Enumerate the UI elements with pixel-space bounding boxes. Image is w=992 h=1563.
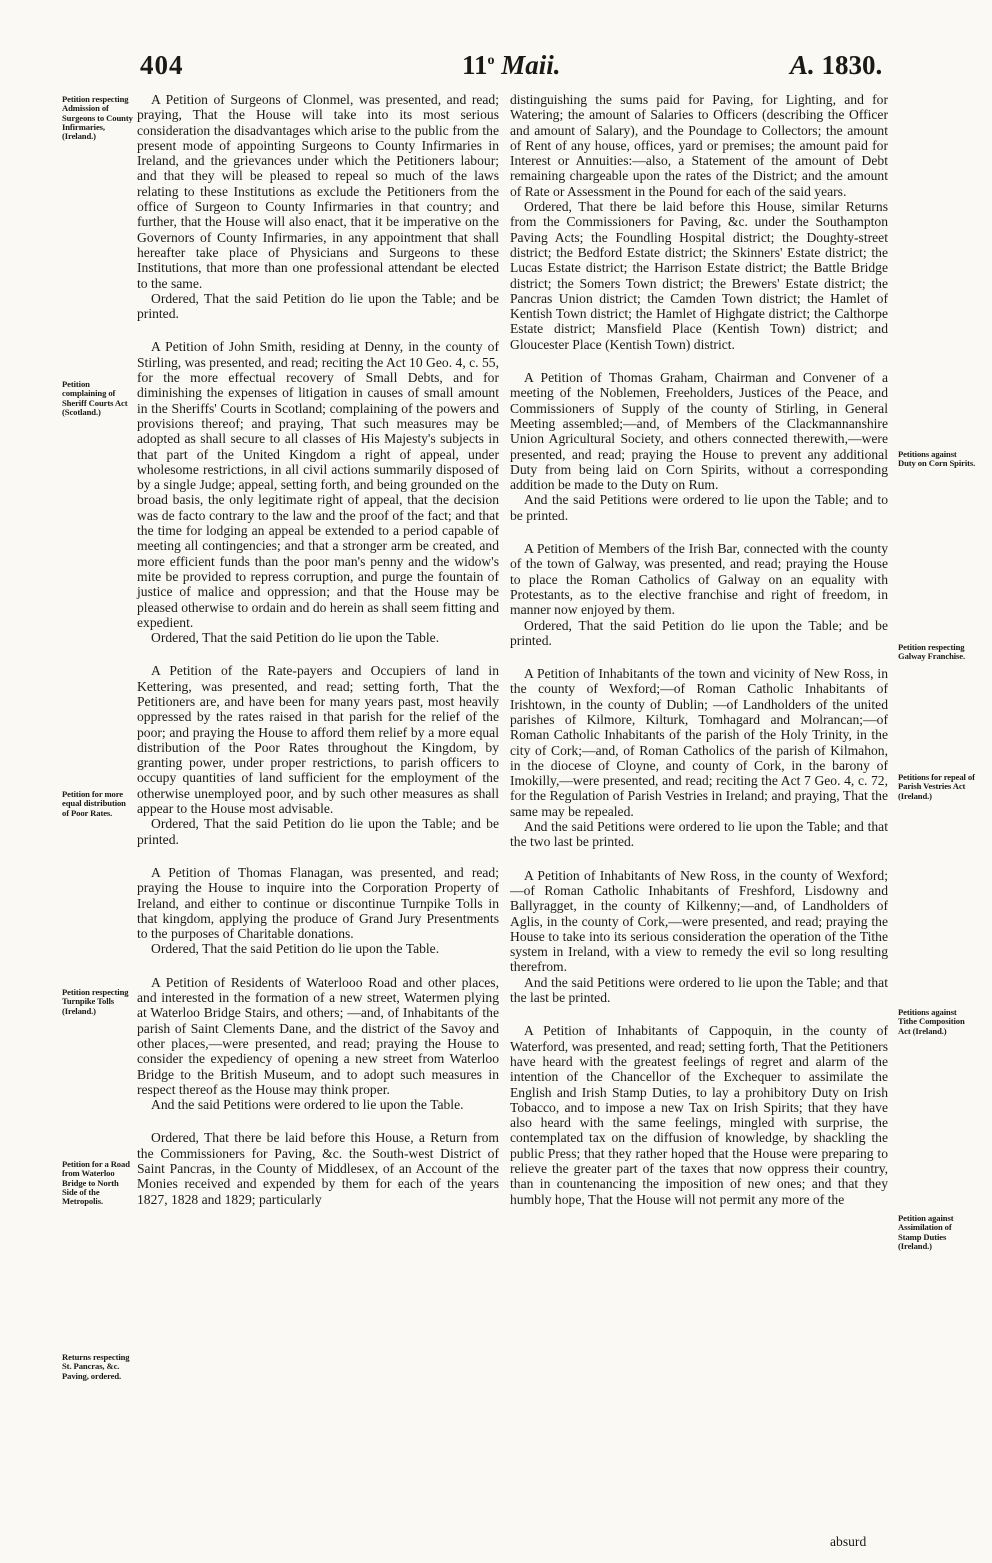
petition-kettering: A Petition of the Rate-payers and Occupiers of land in Kettering, was presented, and read; setting forth, That the Petitioners are, and have been for many years past, most heavily oppressed by the rates raised in that parish for the relief of the poor; and praying the House to afford them relief by a more equal distribution of the Poor Rates throughout the Kingdom, by granting power, under proper restrictions, to parish officers to occupy quantities of land sufficient for the employment of the otherwise unemployed poor, and by such other measures as shall appear to the House most advisable. xyxy=(137,663,499,817)
left-column xyxy=(137,92,499,1207)
petition-john-smith: A Petition of John Smith, residing at Denny, in the county of Stirling, was presented, and read; reciting the Act 10 Geo. 4, c. 55, for the more effectual recovery of Small Debts, and for diminishing the expenses of litigation in causes of small amount in the Sheriffs' Courts in Scotland; complaining of the powers and provisions thereof; and praying, That such measures may be adopted as shall secure to all classes of His Majesty's subjects in that part of the United Kingdom a right of appeal, under wholesome restrictions, in all civil actions summarily disposed of by a single Judge; appeal, setting forth, and being grounded on the broad basis, the only legitimate right of appeal, that the decision was de facto contrary to the law and the proof of the fact; and that the time for lodging an appeal be extended to a period capable of meeting all contingencies; and that a stronger arm be created, and more efficient funds than the poor man's penny and the widow's mite be provided to repress corruption, and purge the fountain of justice of malice and oppression; and that the House may be pleased otherwise to ordain and do herein as shall seem fitting and expedient. xyxy=(137,339,499,630)
order-returns-st-pancras: Ordered, That there be laid before this House, a Return from the Commissioners for Paving, &c. the South-west District of Saint Pancras, in the County of Middlesex, of an Account of the Monies received and expended by them for each of the years 1827, 1828 and 1829; particularly xyxy=(137,1130,499,1207)
order-kettering: Ordered, That the said Petition do lie upon the Table; and be printed. xyxy=(137,816,499,847)
page-number: 404 xyxy=(140,50,184,80)
margin-note-poor-rates: Petition for more equal distribution of Poor Rates. xyxy=(62,789,126,818)
date-numeral: 11 xyxy=(462,50,488,80)
order-waterloo: And the said Petitions were ordered to lie upon the Table. xyxy=(151,1097,464,1113)
order-tithe: And the said Petitions were ordered to lie upon the Table; and that the last be printed. xyxy=(510,974,888,1006)
margin-note-parish-vestries: Petitions for repeal of Parish Vestries Act (Ireland.) xyxy=(898,772,975,801)
page-date xyxy=(462,50,561,81)
petition-graham: A Petition of Thomas Graham, Chairman and Convener of a meeting of the Noblemen, Freeholders, Justices of the Peace, and Commissioners of Supply of the county of Stirling, in General Meeting assembled;—and, of Members of the Clackmannanshire Union Agricultural Society, and others connected therewith,—were presented, and read; praying the House to prevent any additional Duty from being laid on Corn Spirits, without a corresponding addition be made to the Duty on Rum. xyxy=(510,370,888,493)
date-month: Maii. xyxy=(501,50,561,80)
returns-continued: distinguishing the sums paid for Paving, for Lighting, and for Watering; the amount of Salaries to Officers (describing the Officer and amount of Salary), and the Poundage to Collectors; the amount of Rent of any house, offices, yard or premises; the amount paid for Interest or Annuities:—also, a Statement of the amount of Debt remaining chargeable upon the rates of the District; and the amount of Rate or Assessment in the Pound for each of the said years. xyxy=(510,92,888,199)
petition-cappoquin: A Petition of Inhabitants of Cappoquin, in the county of Waterford, was presented, and read; setting forth, That the Petitioners have heard with the greatest feelings of regret and alarm of the intention of the Chancellor of the Exchequer to assimilate the English and Irish Stamp Duties, to lay a prohibitory Duty on Irish Tobacco, and to impose a new Tax on Irish Spirits; that they have also heard with the same feelings, mingled with surprise, the contemplated tax on the diffusion of knowledge, by shackling the public Press; that they rather hoped that the House were preparing to relieve the greater part of the taxes that now oppress their country, than in countenancing the imposition of new ones; and that they humbly hope, That the House will not permit any more of the xyxy=(510,1023,888,1207)
margin-note-stamp-duties: Petition against Assimilation of Stamp Duties (Ireland.) xyxy=(898,1213,954,1251)
order-flanagan: Ordered, That the said Petition do lie upon the Table. xyxy=(151,941,440,957)
margin-note-tithe: Petitions against Tithe Composition Act (Ireland.) xyxy=(898,1007,965,1036)
petition-new-ross-vestries: A Petition of Inhabitants of the town and vicinity of New Ross, in the county of Wexford;—of Roman Catholic Inhabitants of Irishtown, in the county of Dublin; —of Landholders of the united parishes of Kilmore, Kilturk, Tomhagard and Molrancan;—of Roman Catholic Inhabitants of the parish of the Holy Trinity, in the city of Cork;—and, of Roman Catholics of the parish of Kilmahon, in the diocese of Cloyne, and county of Cork, in the barony of Imokilly,—were presented, and read; reciting the Act 7 Geo. 4, c. 72, for the Regulation of Parish Vestries in Ireland; and praying, That the same may be repealed. xyxy=(510,666,888,819)
petition-waterloo: A Petition of Residents of Waterlooo Road and other places, and interested in the formation of a new street, Watermen plying at Waterloo Bridge Stairs, and others; —and, of Inhabitants of the parish of Saint Clements Dane, and the district of the Savoy and other places,—were presented, and read; praying the House to consider the expediency of opening a new street from Waterloo Bridge to the British Museum, and to adopt such measures in respect thereof as the House may think proper. xyxy=(137,974,499,1097)
petition-tithe: A Petition of Inhabitants of New Ross, in the county of Wexford;—of Roman Catholic Inhabitants of Freshford, Lisdowny and Ballyragget, in the county of Kilkenny;—and, of Landholders of Aglis, in the county of Cork,—were presented, and read; praying the House to take into its serious consideration the operation of the Tithe system in Ireland, with a view to remedy the evil so long resulting therefrom. xyxy=(510,867,888,975)
order-surgeons: Ordered, That the said Petition do lie upon the Table; and be printed. xyxy=(137,290,499,322)
margin-note-turnpike: Petition respecting Turnpike Tolls (Ireland.) xyxy=(62,987,129,1016)
order-new-ross-vestries: And the said Petitions were ordered to lie upon the Table; and that the two last be printed. xyxy=(510,819,888,850)
order-graham: And the said Petitions were ordered to lie upon the Table; and to be printed. xyxy=(510,492,888,523)
petition-irish-bar: A Petition of Members of the Irish Bar, connected with the county of the town of Galway, was presented, and read; praying the House to place the Roman Catholics of Galway on an equality with Protestants, as to the elective franchise and right of freedom, in manner now enjoyed by them. xyxy=(510,541,888,618)
margin-note-waterloo-road: Petition for a Road from Waterloo Bridge to North Side of the Metropolis. xyxy=(62,1159,130,1207)
margin-note-sheriff-courts: Petition complaining of Sheriff Courts Act (Scotland.) xyxy=(62,379,128,417)
year-value: 1830. xyxy=(821,50,883,80)
page-header xyxy=(0,50,992,90)
order-irish-bar: Ordered, That the said Petition do lie upon the Table; and be printed. xyxy=(510,617,888,648)
margin-note-st-pancras: Returns respecting St. Pancras, &c. Paving, ordered. xyxy=(62,1352,130,1381)
catchword: absurd xyxy=(830,1534,867,1549)
right-column xyxy=(510,92,888,1207)
date-superscript: o xyxy=(487,53,495,68)
margin-note-galway: Petition respecting Galway Franchise. xyxy=(898,642,966,662)
margin-note-surgeons: Petition respecting Admission of Surgeons to County Infirmaries, (Ireland.) xyxy=(62,94,133,142)
margin-note-corn-spirits: Petitions against Duty on Corn Spirits. xyxy=(898,449,976,469)
order-similar-returns: Ordered, That there be laid before this House, similar Returns from the Commissioners for Paving, &c. under the Southampton Paving Acts; the Foundling Hospital district; the Doughty-street district; the Bedford Estate district; the Skinners' Estate district; the Lucas Estate district; the Harrison Estate district; the Battle Bridge district; the Somers Town district; the Brewers' Estate district; the Pancras Union district; the Camden Town district; the Hamlet of Kentish Town district; the Hamlet of Highgate district; the Calthorpe Estate district; Mansfield Place (Kentish Town) district; and Gloucester Place (Kentish Town) district. xyxy=(510,199,888,352)
page-year xyxy=(790,50,882,81)
order-john-smith: Ordered, That the said Petition do lie upon the Table. xyxy=(151,630,440,646)
year-letter: A. xyxy=(790,50,815,80)
petition-flanagan: A Petition of Thomas Flanagan, was presented, and read; praying the House to inquire into the Corporation Property of Ireland, and either to continue or discontinue Turnpike Tolls in that kingdom, applying the produce of Grand Jury Presentments to the purposes of Charitable donations. xyxy=(137,864,499,942)
petition-surgeons: A Petition of Surgeons of Clonmel, was presented, and read; praying, That the House will take into its most serious consideration the disadvantages which arise to the public from the present mode of appointing Surgeons to County Infirmaries in Ireland, and the grievances under which the Petitioners labour; and that they will be pleased to repeal so much of the laws relating to these Institutions as exclude the Petitioners from the office of Surgeon to County Infirmaries in that country; and further, that the House will also enact, that it be imperative on the Governors of County Infirmaries, in any appointment that shall hereafter take place of Physicians and Surgeons to these Institutions, that more than one professional attendant be elected to the same. xyxy=(137,92,499,291)
